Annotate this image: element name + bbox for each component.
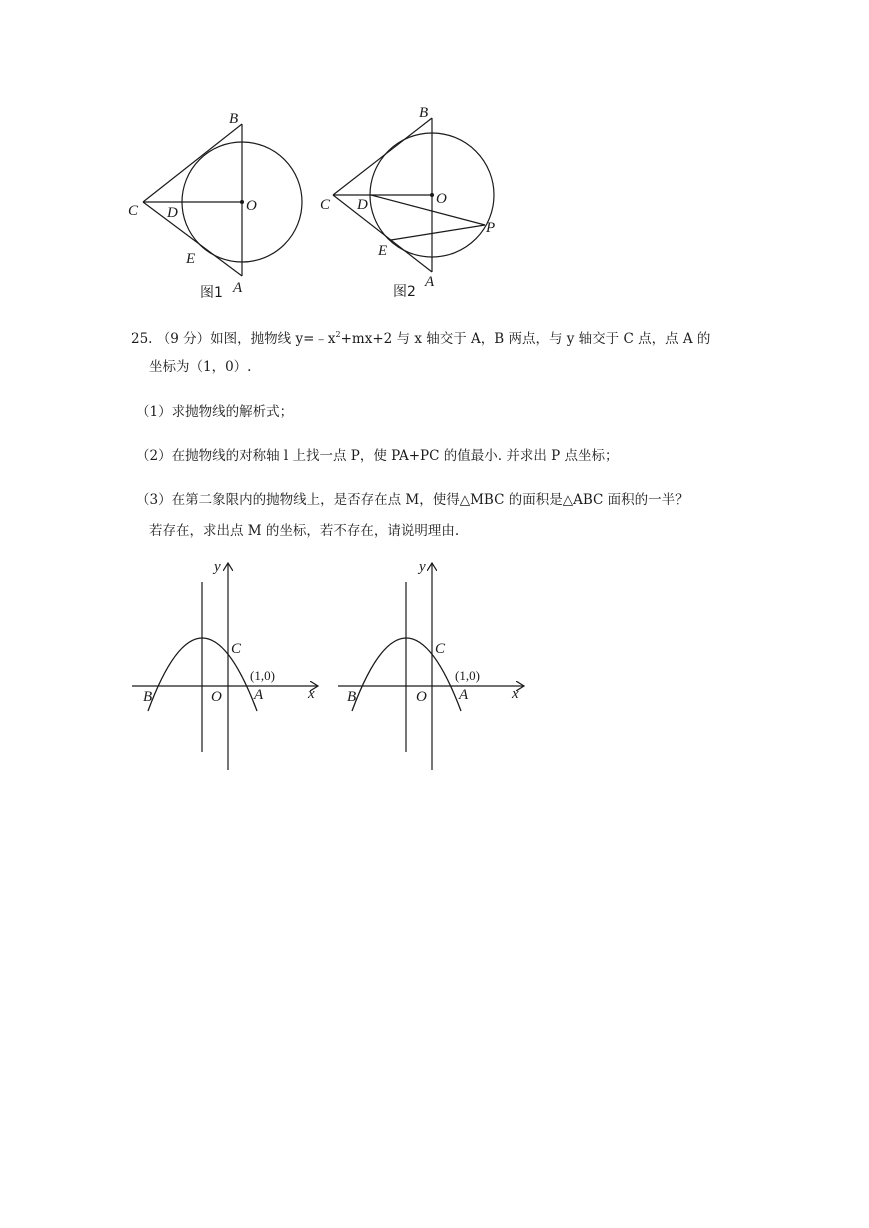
figure-2-label-p: P xyxy=(486,220,496,236)
graph-right-label-x: x xyxy=(512,686,519,702)
graph-right-label-o: O xyxy=(416,689,427,705)
question-stem-line2: 坐标为（1，0）. xyxy=(149,359,252,375)
graph-left-label-b: B xyxy=(143,689,153,705)
figure-1-label-o: O xyxy=(246,198,257,214)
figure-2-label-c: C xyxy=(320,197,331,213)
figure-2-line-dp xyxy=(371,195,485,225)
figure-2-label-o: O xyxy=(436,191,447,207)
graph-left-label-o: O xyxy=(211,689,222,705)
graph-right-label-b: B xyxy=(347,689,357,705)
figure-2-tangent-cb xyxy=(333,118,432,195)
figure-2-label-b: B xyxy=(419,105,429,121)
question-stem xyxy=(131,325,710,349)
figure-1-label-c: C xyxy=(128,203,139,219)
graph-left-label-x: x xyxy=(308,686,315,702)
graph-left xyxy=(125,555,330,775)
figure-2-caption: 图2 xyxy=(393,284,416,300)
question-exponent: 2 xyxy=(335,330,341,339)
question-part-3: （3）在第二象限内的抛物线上，是否存在点 M，使得△MBC 的面积是△ABC 面积的一半？ xyxy=(136,492,689,508)
question-part-2: （2）在抛物线的对称轴 l 上找一点 P，使 PA+PC 的值最小. 并求出 P 点坐标； xyxy=(136,448,619,464)
graph-right-label-point-a: (1,0) xyxy=(455,668,480,683)
graph-left-label-y: y xyxy=(214,559,221,575)
graph-right-label-c: C xyxy=(435,641,446,657)
figure-1-label-a: A xyxy=(233,280,243,296)
figure-1-caption: 图1 xyxy=(200,285,223,301)
figure-1-label-d: D xyxy=(167,205,178,221)
figure-2-line-ep xyxy=(391,225,485,240)
graph-left-label-a: A xyxy=(254,687,264,703)
question-number: 25. xyxy=(131,331,153,347)
figure-1-tangent-cb xyxy=(143,124,242,202)
graph-right xyxy=(330,555,535,775)
figure-2 xyxy=(315,95,515,305)
question-stem-part-b: +mx+2 与 x 轴交于 A，B 两点，与 y 轴交于 C 点，点 A 的 xyxy=(340,331,711,347)
graph-right-label-a: A xyxy=(459,687,469,703)
figure-1-center-dot xyxy=(240,200,244,204)
graph-left-label-c: C xyxy=(231,641,242,657)
figure-2-label-a: A xyxy=(425,274,435,290)
question-part-3-line2: 若存在，求出点 M 的坐标，若不存在，请说明理由. xyxy=(149,523,460,539)
question-score: （9 分） xyxy=(156,331,211,347)
figure-1-label-b: B xyxy=(229,111,239,127)
question-part-1: （1）求抛物线的解析式； xyxy=(136,404,294,420)
figure-1 xyxy=(120,100,320,305)
question-stem-part-a: 如图，抛物线 y=﹣x xyxy=(210,331,336,347)
graph-right-label-y: y xyxy=(419,559,426,575)
figure-2-center-dot xyxy=(430,193,434,197)
figure-2-label-d: D xyxy=(357,197,368,213)
graph-left-label-point-a: (1,0) xyxy=(250,668,275,683)
figure-2-label-e: E xyxy=(378,243,388,259)
figure-1-label-e: E xyxy=(186,251,196,267)
